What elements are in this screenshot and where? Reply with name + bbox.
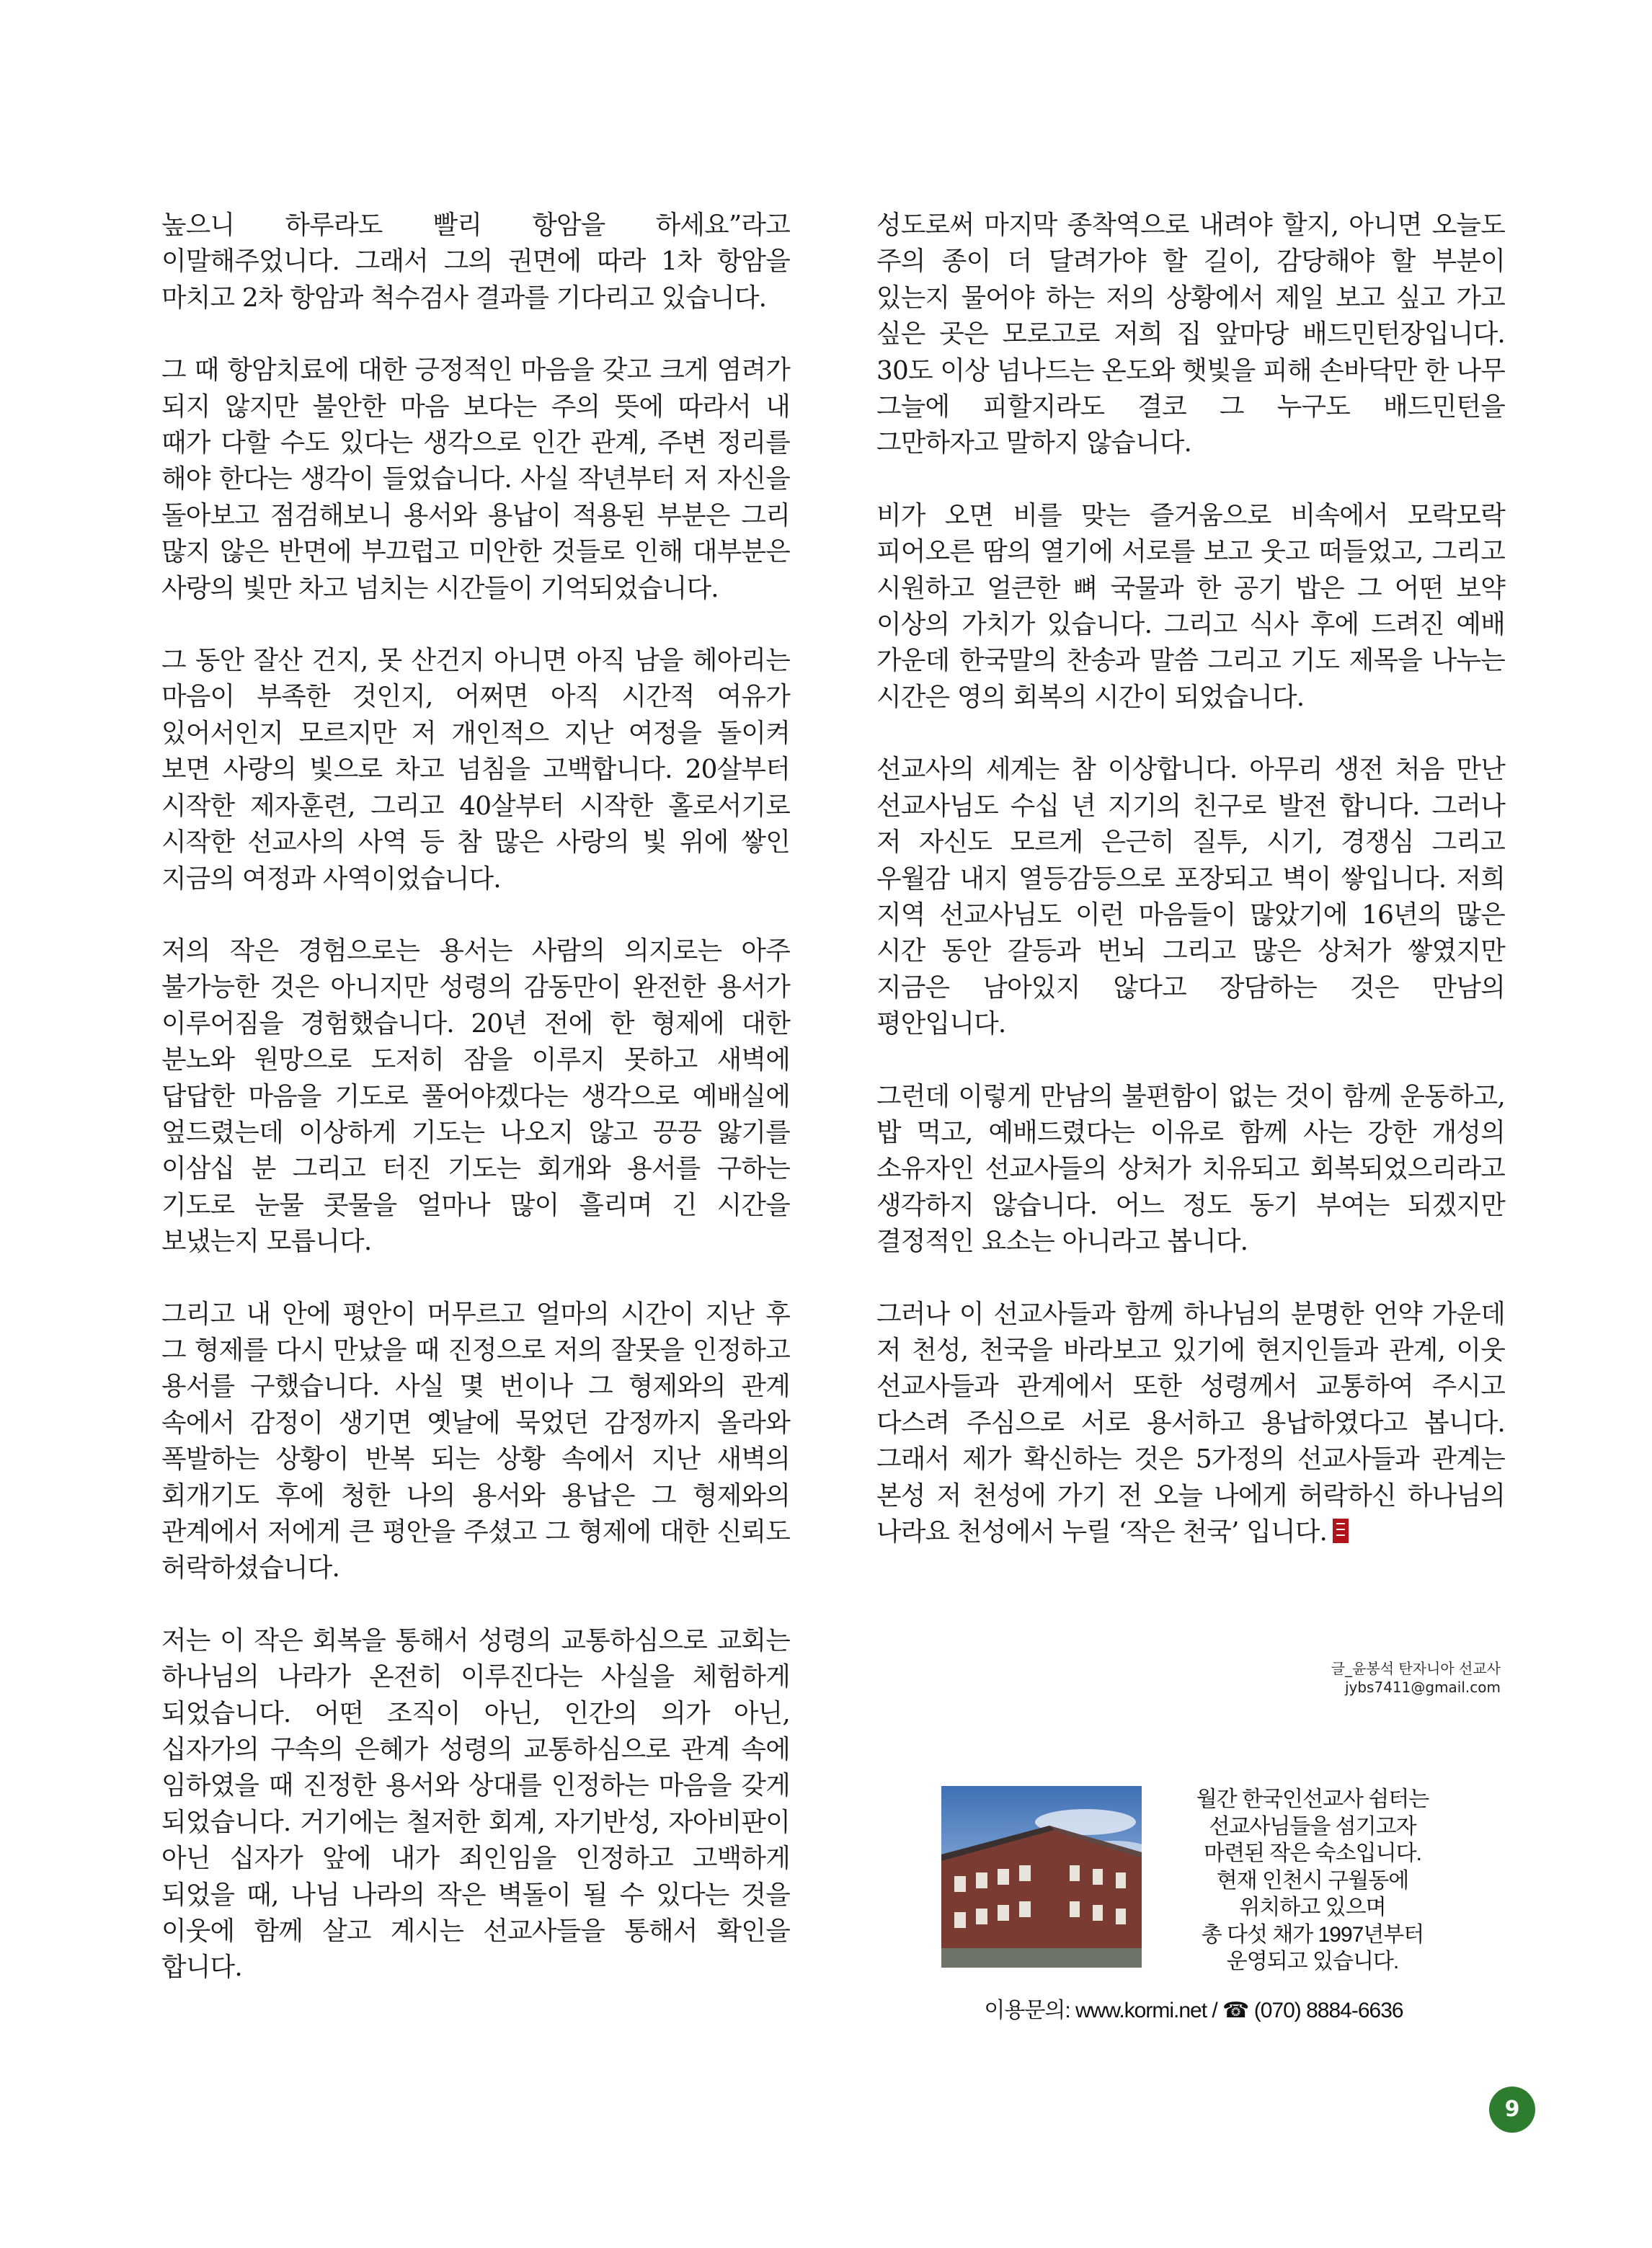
article-right-column — [876, 208, 1505, 1586]
shelter-description-line: 선교사님들을 섬기고자 — [1209, 1814, 1416, 1839]
article-paragraph: 그 동안 잘산 건지, 못 산건지 아니면 아직 남을 헤아리는 마음이 부족한 것인지, 어쩌면 아직 시간적 여유가 있어서인지 모르지만 저 개인적으 지난 여정을 돌이켜 보면 사랑의 빛으로 차고 넘침을 고백합니다. 20살부터 시작한 제자훈련, 그리고 40살부터 시작한 홀로서기로 시작한 선교사의 사역 등 참 많은 사랑의 빛 위에 쌓인 지금의 여정과 사역이었습니다. — [161, 646, 790, 894]
shelter-description-line: 위치하고 있으며 — [1239, 1896, 1386, 1919]
article-paragraph: 그리고 내 안에 평안이 머무르고 얼마의 시간이 지난 후 그 형제를 다시 만났을 때 진정으로 저의 잘못을 인정하고 용서를 구했습니다. 사실 몇 번이나 그 형제와의 관계 속에서 감정이 생기면 옛날에 묵었던 감정까지 올라와 폭발하는 상황이 반복 되는 상황 속에서 지난 새벽의 회개기도 후에 청한 나의 용서와 용납은 그 형제와의 관계에서 저에게 큰 평안을 주셨고 그 형제에 대한 신뢰도 허락하셨습니다. — [161, 1299, 790, 1583]
article-final-paragraph — [876, 1297, 1505, 1551]
end-mark-icon — [1333, 1519, 1349, 1543]
shelter-description-line: 현재 인천시 구월동에 — [1216, 1868, 1409, 1893]
page-number: 9 — [1489, 2087, 1535, 2133]
shelter-building-photo — [941, 1786, 1142, 1968]
shelter-description-line: 마련된 작은 숙소입니다. — [1204, 1842, 1421, 1865]
shelter-advertisement — [941, 1786, 1475, 2060]
shelter-description-line: 총 다섯 채가 1997년부터 — [1201, 1922, 1424, 1947]
article-paragraph: 성도로써 마지막 종착역으로 내려야 할지, 아니면 오늘도 주의 종이 더 달려가야 할 길이, 감당해야 할 부분이 있는지 물어야 하는 저의 상황에서 제일 보고 싶고 가고 싶은 곳은 모로고로 저희 집 앞마당 배드민턴장입니다. 30도 이상 넘나드는 온도와 햇빛을 피해 손바닥만 한 나무 그늘에 피할지라도 결코 그 누구도 배드민턴을 그만하자고 말하지 않습니다. — [876, 210, 1505, 458]
shelter-description-line: 운영되고 있습니다. — [1226, 1950, 1399, 1973]
author-email[interactable]: jybs7411@gmail.com — [1344, 1679, 1501, 1696]
article-paragraph: 그런데 이렇게 만남의 불편함이 없는 것이 함께 운동하고, 밥 먹고, 예배드렸다는 이유로 함께 사는 강한 개성의 소유자인 선교사들의 상처가 치유되고 회복되었으리라고 생각하지 않습니다. 어느 정도 동기 부여는 되겠지만 결정적인 요소는 아니라고 봅니다. — [876, 1081, 1505, 1257]
article-left-column — [161, 208, 790, 2022]
article-paragraph: 저는 이 작은 회복을 통해서 성령의 교통하심으로 교회는 하나님의 나라가 온전히 이루진다는 사실을 체험하게 되었습니다. 어떤 조직이 아닌, 인간의 의가 아닌, 십자가의 구속의 은혜가 성령의 교통하심으로 관계 속에 임하였을 때 진정한 용서와 상대를 인정하는 마음을 갖게 되었습니다. 거기에는 철저한 회계, 자기반성, 자아비판이 아닌 십자가 앞에 내가 죄인임을 인정하고 고백하게 되었을 때, 나님 나라의 작은 벽돌이 될 수 있다는 것을 이웃에 함께 살고 계시는 선교사들을 통해서 확인을 합니다. — [161, 1625, 790, 1983]
article-paragraph: 선교사의 세계는 참 이상합니다. 아무리 생전 처음 만난 선교사님도 수십 년 지기의 친구로 발전 합니다. 그러나 저 자신도 모르게 은근히 질투, 시기, 경쟁심 그리고 우월감 내지 열등감등으로 포장되고 벽이 쌓입니다. 저희 지역 선교사님도 이런 마음들이 많았기에 16년의 많은 시간 동안 갈등과 번뇌 그리고 많은 상처가 쌓였지만 지금은 남아있지 않다고 장담하는 것은 만남의 평안입니다. — [876, 755, 1505, 1039]
article-paragraph: 그 때 항암치료에 대한 긍정적인 마음을 갖고 크게 염려가 되지 않지만 불안한 마음 보다는 주의 뜻에 따라서 내 때가 다할 수도 있다는 생각으로 인간 관계, 주변 정리를 해야 한다는 생각이 들었습니다. 사실 작년부터 저 자신을 돌아보고 점검해보니 용서와 용납이 적용된 부분은 그리 많지 않은 반면에 부끄럽고 미안한 것들로 인해 대부분은 사랑의 빛만 차고 넘치는 시간들이 기억되었습니다. — [161, 355, 790, 603]
article-paragraph: 저의 작은 경험으로는 용서는 사람의 의지로는 아주 불가능한 것은 아니지만 성령의 감동만이 완전한 용서가 이루어짐을 경험했습니다. 20년 전에 한 형제에 대한 분노와 원망으로 도저히 잠을 이루지 못하고 새벽에 답답한 마음을 기도로 풀어야겠다는 생각으로 예배실에 엎드렸는데 이상하게 기도는 나오지 않고 끙끙 앓기를 이삼십 분 그리고 터진 기도는 회개와 용서를 구하는 기도로 눈물 콧물을 얼마나 많이 흘리며 긴 시간을 보냈는지 모릅니다. — [161, 936, 790, 1257]
author-credit — [1331, 1659, 1501, 1697]
shelter-description-line: 월간 한국인선교사 쉼터는 — [1196, 1787, 1429, 1811]
article-paragraph: 높으니 하루라도 빨리 항암을 하세요”라고 이말해주었니다. 그래서 그의 권면에 따라 1차 항암을 마치고 2차 항암과 척수검사 결과를 기다리고 있습니다. — [161, 210, 790, 313]
author-name: 글_윤봉석 탄자니아 선교사 — [1331, 1660, 1501, 1677]
article-paragraph-text: 그러나 이 선교사들과 함께 하나님의 분명한 언약 가운데 저 천성, 천국을 바라보고 있기에 현지인들과 관계, 이웃 선교사들과 관계에서 또한 성령께서 교통하여 주시고 다스려 주심으로 서로 용서하고 용납하였다고 봅니다. 그래서 제가 확신하는 것은 5가정의 선교사들과 관계는 본성 저 천성에 가기 전 오늘 나에게 허락하신 하나님의 나라요 천성에서 누릴 ‘작은 천국’ 입니다. — [876, 1299, 1505, 1547]
article-paragraph: 비가 오면 비를 맞는 즐거움으로 비속에서 모락모락 피어오른 땀의 열기에 서로를 보고 웃고 떠들었고, 그리고 시원하고 얼큰한 뼈 국물과 한 공기 밥은 그 어떤 보약 이상의 가치가 있습니다. 그리고 식사 후에 드려진 예배 가운데 한국말의 찬송과 말씀 그리고 기도 제목을 나누는 시간은 영의 회복의 시간이 되었습니다. — [876, 500, 1505, 712]
shelter-contact-info[interactable]: 이용문의: www.kormi.net / ☎ (070) 8884-6636 — [984, 1999, 1403, 2022]
shelter-description — [1158, 1786, 1467, 1976]
